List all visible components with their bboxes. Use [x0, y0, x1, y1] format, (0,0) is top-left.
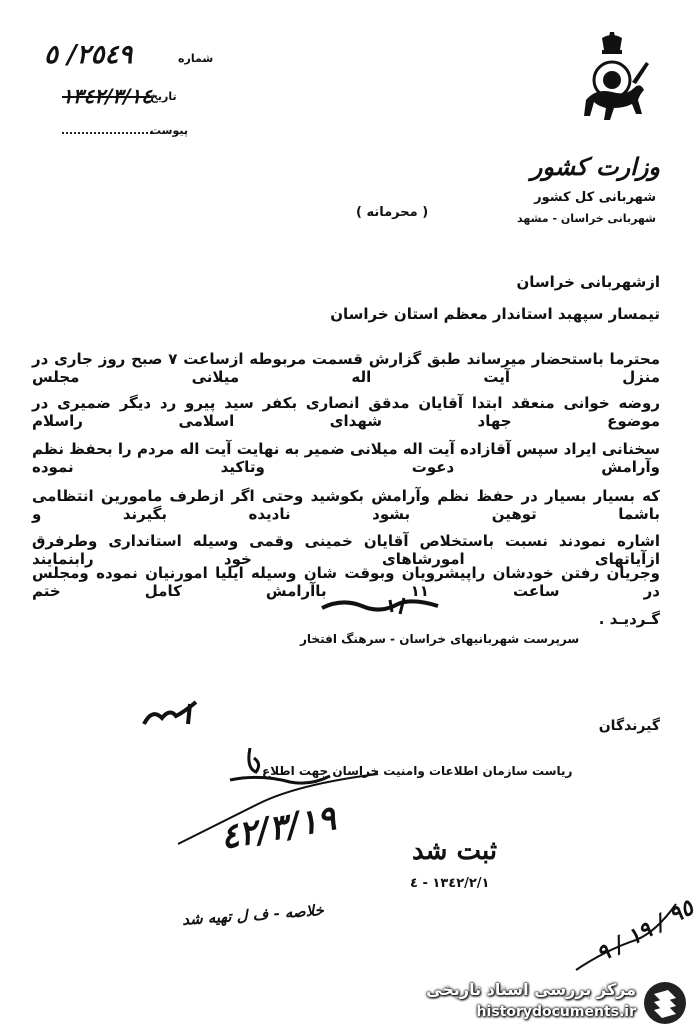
corner-flourish — [570, 900, 680, 980]
summary-note: خلاصه - ف ل تهیه شد — [181, 901, 325, 929]
body-line-5: اشاره نمودند نسبت باستخلاص آقایان خمینی وقمی وسیله استانداری وطرفرق ازآیاتهای امورشاهای خود رابنمایند — [32, 532, 660, 568]
lion-and-sun-emblem — [572, 30, 652, 130]
recipients-initial-scribble — [140, 700, 200, 728]
body-line-4: که بسیار بسیار در حفظ نظم وآرامش بکوشید وحتی اگر ازطرف مامورین انتظامی باشما توهین بشود نادیده بگیرند و — [32, 487, 660, 523]
handwritten-date: ٤٢/٣/١٩ — [217, 798, 339, 858]
archive-logo-icon — [642, 980, 688, 1026]
watermark-url: historydocuments.ir — [476, 1004, 636, 1020]
ministry-title: وزارت کشور — [530, 152, 660, 181]
attachment-label: پیوست — [150, 124, 188, 137]
department-line-2: شهربانی خراسان - مشهد — [517, 212, 656, 225]
number-label: شماره — [178, 52, 214, 65]
addressee-line: تیمسار سپهبد استاندار معظم استان خراسان — [330, 305, 660, 323]
watermark-title: مرکز بررسی اسناد تاریخی — [426, 980, 636, 999]
date-label: تاریخ — [150, 90, 177, 103]
department-line-1: شهربانی کل کشور — [534, 190, 656, 205]
attachment-dotted-line — [62, 132, 152, 134]
number-value: ٢٥٤٩/ ٥ — [44, 40, 133, 70]
registered-stamp: ثبت شد — [412, 836, 498, 866]
signatory-name: سرپرست شهربانیهای خراسان - سرهنگ افتخار — [300, 632, 580, 646]
body-line-1: محترما باستحضار میرساند طبق گزارش قسمت مربوطه ازساعت ٧ صبح روز جاری در منزل آیت اله میلانی مجلس — [32, 350, 660, 386]
date-value: ١٣٤٢/٣/١٤ — [62, 84, 152, 108]
registration-date: ١٣٤٢/٢/١ - ٤ — [410, 876, 490, 891]
body-line-3: سخنانی ایراد سپس آقازاده آیت اله میلانی ضمیر به نهایت آیت اله مردم را بحفظ نظم وآرامش دعوت وتاکید نموده — [32, 440, 660, 476]
archive-watermark — [420, 978, 690, 1030]
recipients-line: ریاست سازمان اطلاعات وامنیت خراسان جهت اطلاع — [262, 764, 573, 778]
recipients-title: گیرندگان — [598, 718, 660, 734]
closing-word: گـردیـد . — [598, 610, 660, 628]
body-line-6: وجریان رفتن خودشان راپیشرویان وبوقت شان وسیله ایلیا امورنیان نموده ومجلس در ساعت ١١ باآرامش کامل ختم — [32, 564, 660, 600]
signature-scribble — [320, 596, 440, 618]
from-line: ازشهربانی خراسان — [516, 273, 660, 291]
confidential-label: ( محرمانه ) — [356, 205, 429, 220]
corner-note: ٩٥ / ١٩ / ٩ — [592, 894, 698, 968]
body-line-2: روضه خوانی منعقد ابتدا آقایان مدقق انصاری بکفر سید پیرو رد دیگر ضمیری در موضوع جهاد شهدای اسلامی راسلام — [32, 394, 660, 430]
